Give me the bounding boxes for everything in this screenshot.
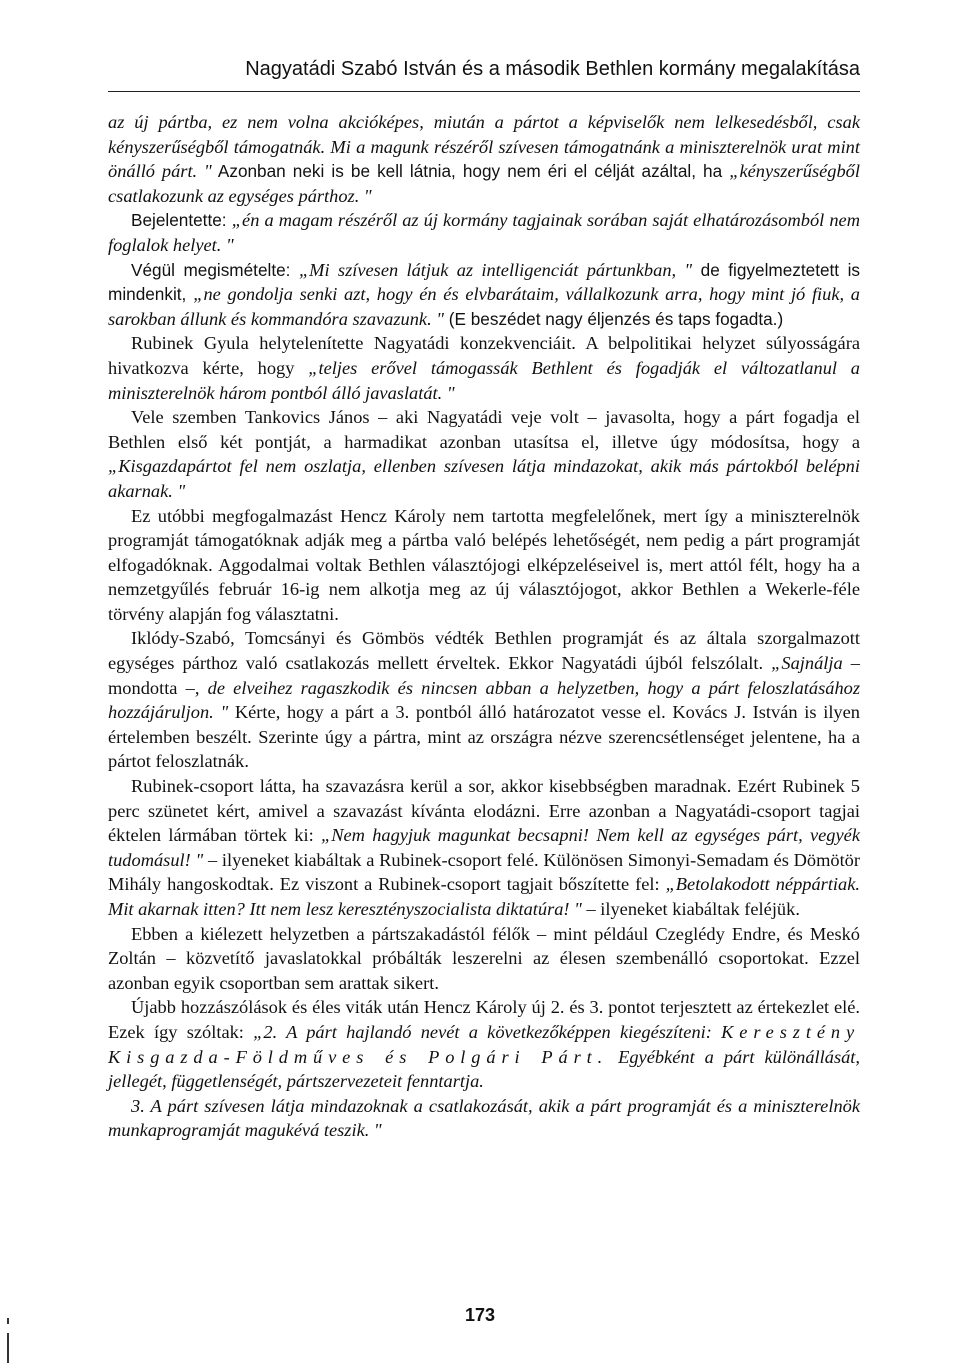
italic-quote: „Nem hagyjuk magunkat becsapni! Nem kell az egységes párt, vegyék tudomásul! ": [108, 825, 860, 870]
text-run: – ilyeneket kiabáltak a Rubinek-csoport felé. Különösen Simonyi-Semadam és Dömötör Mihály hangoskodtak. Ez viszont a Rubinek-csoport tagjait bőszítette fel:: [108, 849, 860, 895]
paragraph: [108, 922, 860, 996]
paragraph: [108, 995, 860, 1093]
italic-quote: „Mi szívesen látjuk az intelligenciát pártunkban, ": [298, 259, 693, 280]
paragraph: [108, 774, 860, 922]
italic-quote: „Kisgazdapártot fel nem oszlatja, ellenben szívesen látja mindazokat, akik más pártokból belépni akarnak. ": [108, 456, 860, 501]
running-header: Nagyatádi Szabó István és a második Bethlen kormány megalakítása: [245, 58, 860, 80]
text-run: (E beszédet nagy éljenzés és taps fogadta.): [444, 308, 784, 329]
italic-quote: „teljes erővel támogassák Bethlent és fogadják el változatlanul a miniszterelnök három pontból álló javaslatát. ": [108, 357, 860, 403]
body-text: [108, 110, 860, 1143]
text-run: de figyelmeztetett is mindenkit,: [108, 259, 860, 305]
text-run: Rubinek Gyula helytelenítette Nagyatádi konzekvenciáit. A belpolitikai helyzet súlyosságára hivatkozva kérte, hogy: [108, 333, 860, 378]
italic-quote: „2. A párt hajlandó nevét a következőképpen kiegészíteni:: [253, 1021, 722, 1042]
italic-quote: 3. A párt szívesen látja mindazoknak a csatlakozását, akik a párt programját és a miniszterelnök munkaprogramját magukévá teszik. ": [108, 1095, 860, 1141]
paragraph: [108, 405, 860, 503]
text-run: Ez utóbbi megfogalmazást Hencz Károly nem tartotta megfelelőnek, mert így a miniszterelnök programját támogatóknak adják meg a pártba való belépés lehetőségét, nem pedig a párt programját elfogadóknak. Aggodalmai voltak Bethlen választójogi elképzeléseivel is, mert attól félt, hogy ha a nemzetgyűlés február 16-ig nem alkotja meg az új választójogot, akkor Bethlen a Wekerle-féle törvény alapján fog választatni.: [108, 505, 860, 624]
text-run: Végül megismételte:: [131, 259, 299, 280]
text-run: Vele szemben Tankovics János – aki Nagyatádi veje volt – javasolta, hogy a párt fogadja el Bethlen első két pontját, a harmadikat azonban utasítsa el, illetve úgy módosítsa, hogy a: [108, 407, 860, 452]
text-run: Iklódy-Szabó, Tomcsányi és Gömbös védték Bethlen programját és az általa szorgalmazott egységes párthoz való csatlakozás mellett érveltek. Ekkor Nagyatádi újból felszólalt.: [108, 628, 860, 674]
text-run: Kérte, hogy a párt a 3. pontból álló határozatot vesse el. Kovács J. István is ilyen értelemben beszélt. Szerinte úgy a pártra, mint az országra nézve szerencsétlenséget jelentene, ha a pártot feloszlatnák.: [108, 702, 860, 772]
italic-quote: „Sajnálja: [771, 653, 843, 674]
text-run: Ebben a kiélezett helyzetben a pártszakadástól félők – mint például Czeglédy Endre, és Meskó Zoltán – közvetítő javaslatokkal próbálták leszerelni az élesen szembenálló csoportokat. Ezzel azonban egyik csoportban sem arattak sikert.: [108, 923, 860, 993]
italic-quote: „ne gondolja senki azt, hogy én és elvbarátaim, vállalkozunk arra, hogy mint jó fiuk, a sarokban állunk és kommandóra szavazunk. ": [108, 284, 861, 329]
text-run: – ilyeneket kiabáltak feléjük.: [581, 899, 800, 919]
header-rule: [108, 91, 860, 92]
text-run: Újabb hozzászólások és éles viták után Hencz Károly új 2. és 3. pontot terjesztett az értekezlet elé. Ezek így szóltak:: [108, 997, 860, 1042]
italic-quote: Keresztény Kisgazda-Földműves és Polgári Párt.: [108, 1021, 860, 1067]
paragraph: [108, 504, 860, 627]
italic-quote: „Betolakodott néppártiak. Mit akarnak itten? Itt nem lesz keresztényszocialista diktatúra! ": [108, 874, 860, 919]
paragraph: [108, 110, 860, 208]
italic-quote: de elveihez ragaszkodik és nincsen abban a helyzetben, hogy a párt feloszlatásához hozzájáruljon. ": [108, 677, 860, 723]
italic-quote: Egyébként a párt különállását, jellegét, függetlenségét, pártszervezeteit fenntartja.: [108, 1046, 861, 1092]
paragraph: [108, 331, 860, 405]
text-run: – mondotta –,: [108, 653, 860, 698]
paragraph: [108, 1094, 860, 1143]
text-run: Azonban neki is be kell látnia, hogy nem éri el célját azáltal, ha: [211, 161, 730, 182]
paragraph: [108, 258, 860, 332]
margin-mark: [6, 1318, 10, 1364]
paragraph: [108, 626, 860, 774]
italic-quote: „kényszerűségből csatlakozunk az egységes párthoz. ": [108, 161, 860, 206]
page-number: 173: [464, 1305, 496, 1325]
text-run: Rubinek-csoport látta, ha szavazásra kerül a sor, akkor kisebbségben maradnak. Ezért Rubinek 5 perc szünetet kért, amivel a szavazást kívánta elodázni. Erre azonban a Nagyatádi-csoport tagjai éktelen lármában törtek ki:: [108, 776, 860, 846]
paragraph: [108, 208, 860, 257]
italic-quote: „én a magam részéről az új kormány tagjainak sorában saját elhatározásomból nem foglalok helyet. ": [108, 210, 860, 255]
text-run: Bejelentette:: [131, 210, 232, 231]
italic-quote: az új pártba, ez nem volna akcióképes, miután a pártot a képviselők nem lelkesedésből, csak kényszerűségből támogatnák. Mi a magunk részéről szívesen támogatnánk a miniszterelnök urat mint önálló párt. ": [108, 112, 860, 182]
